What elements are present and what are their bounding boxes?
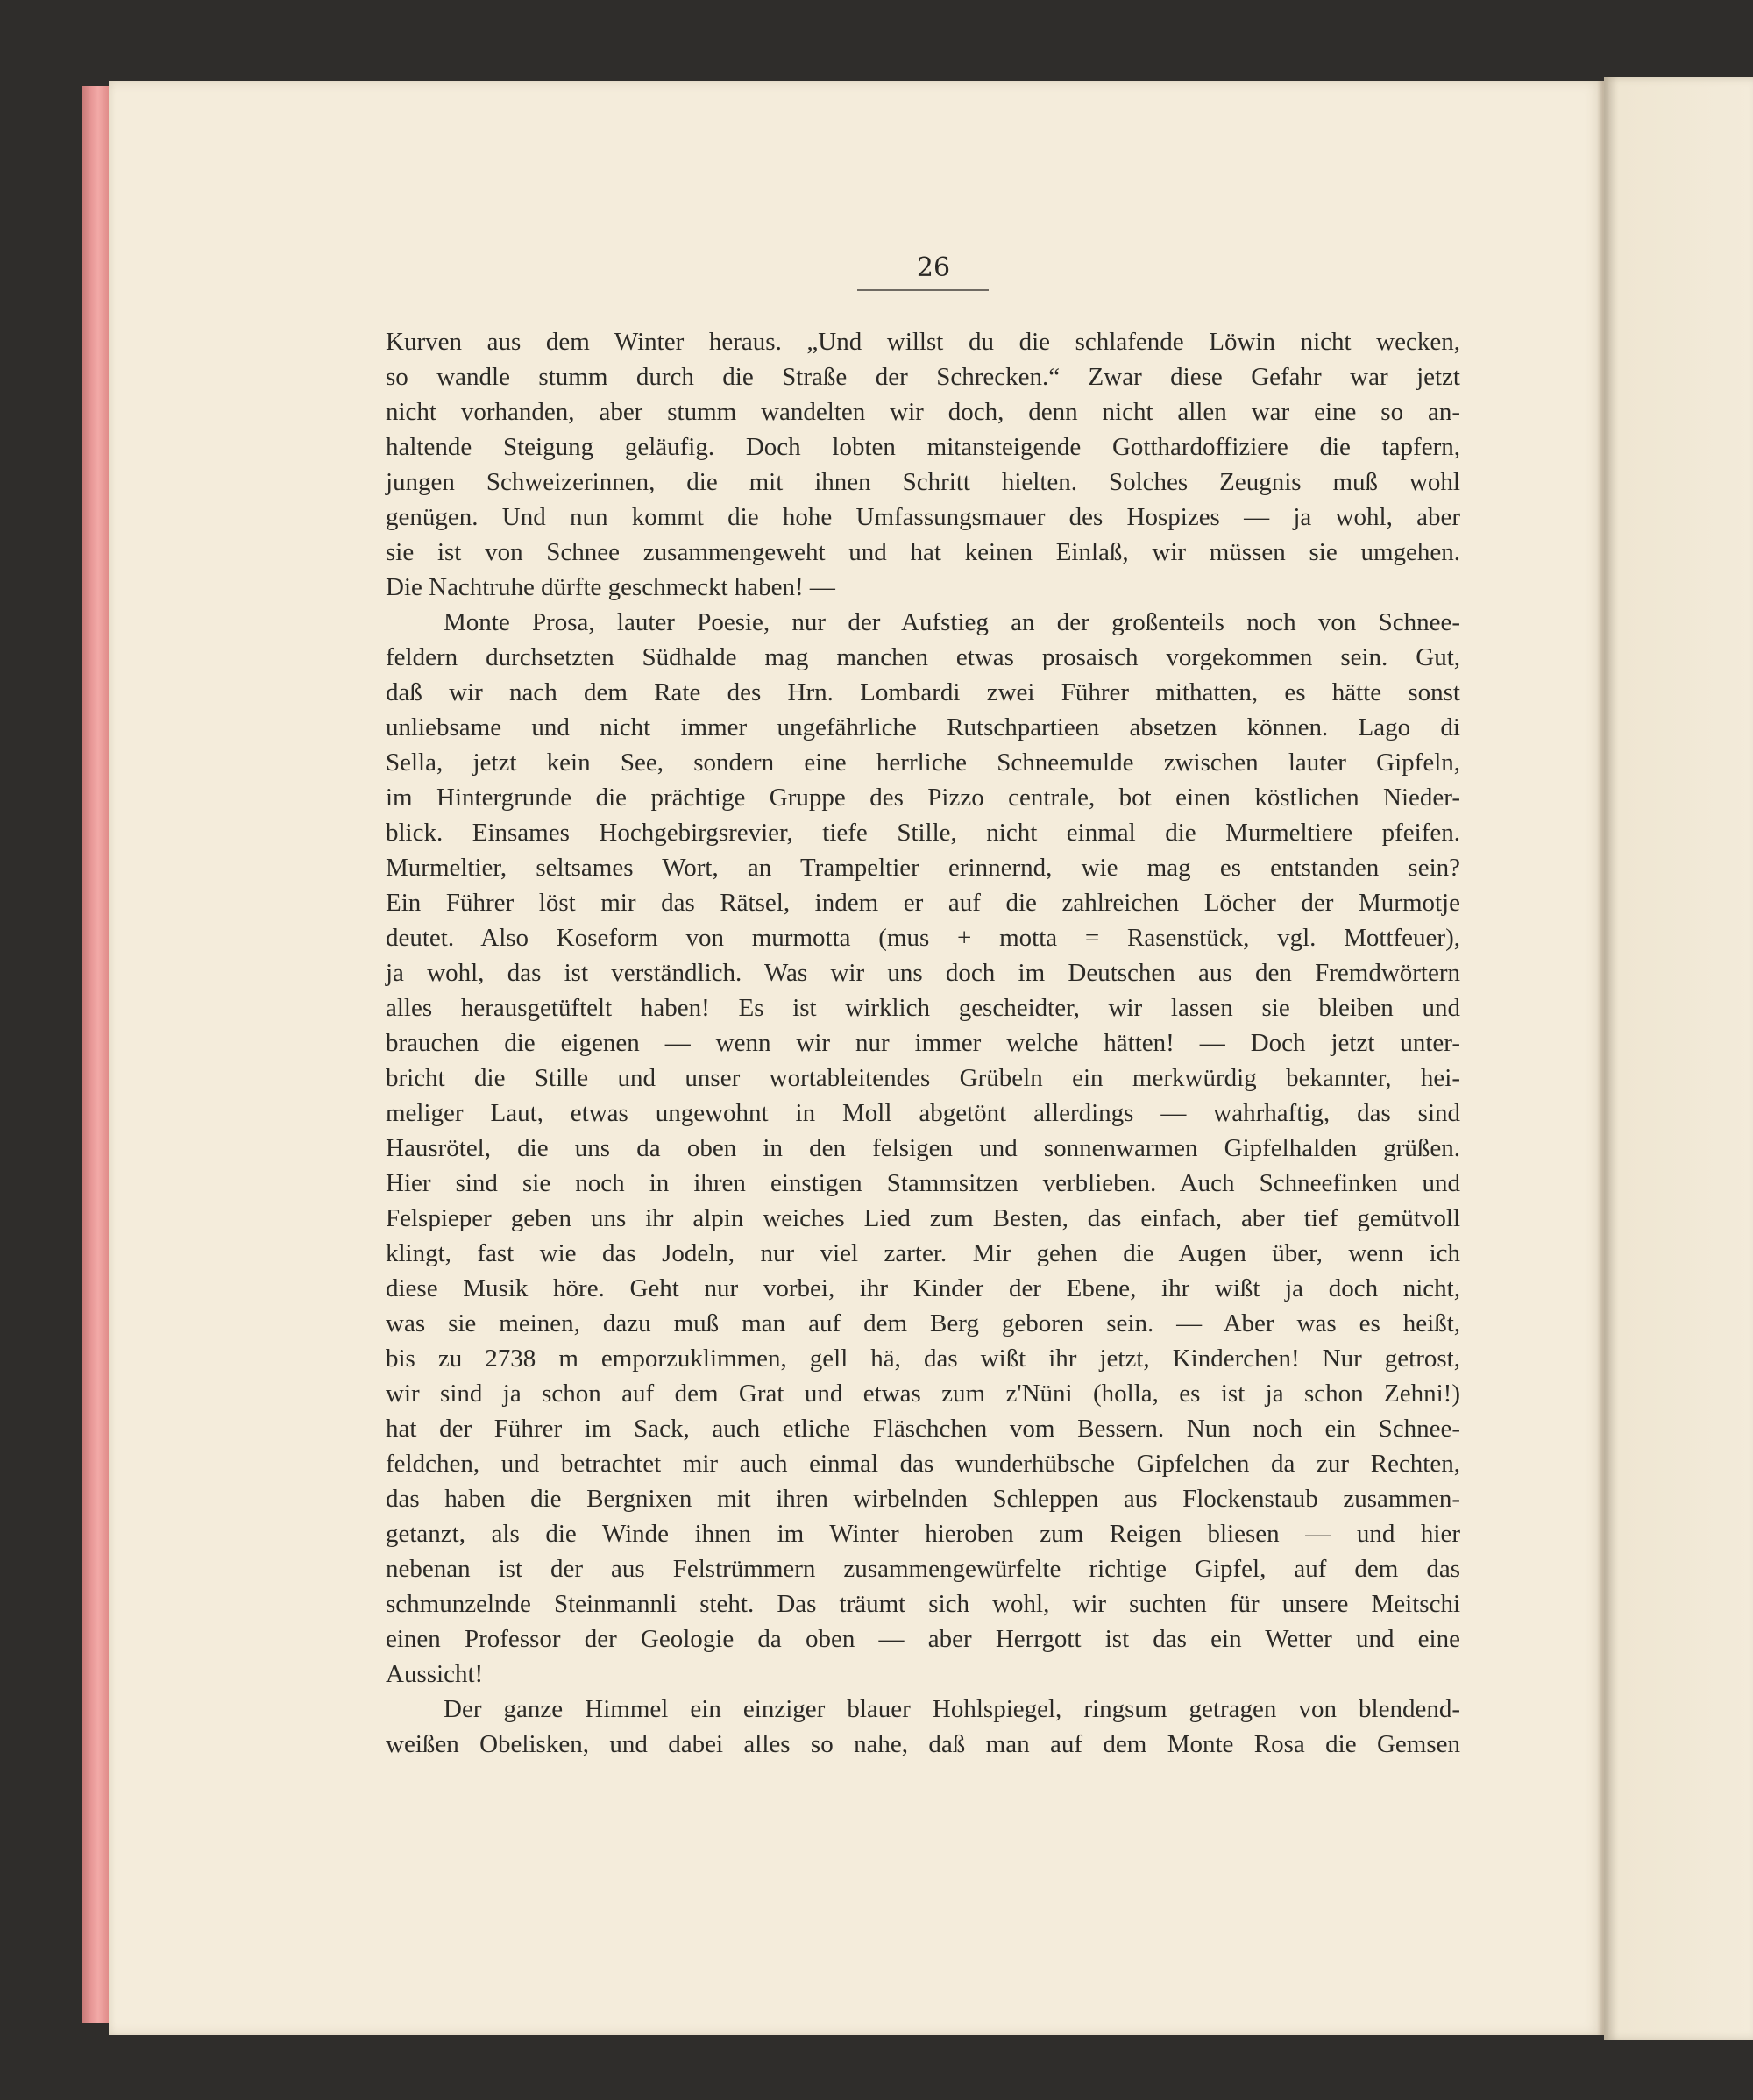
text-line: Kurven aus dem Winter heraus. „Und willst du die schlafende Löwin nicht wecken, — [386, 328, 1460, 356]
body-text — [386, 324, 1460, 1762]
text-line: nicht vorhanden, aber stumm wandelten wir doch, denn nicht allen war eine so an- — [386, 398, 1460, 426]
text-line: Murmeltier, seltsames Wort, an Trampeltier erinnernd, wie mag es entstanden sein? — [386, 854, 1460, 882]
text-line: sie ist von Schnee zusammengeweht und hat keinen Einlaß, wir müssen sie umgehen. — [386, 538, 1460, 566]
text-line: brauchen die eigenen — wenn wir nur immer welche hätten! — Doch jetzt unter- — [386, 1029, 1460, 1057]
text-line: Felspieper geben uns ihr alpin weiches Lied zum Besten, das einfach, aber tief gemütvoll — [386, 1204, 1460, 1232]
text-line: genügen. Und nun kommt die hohe Umfassungsmauer des Hospizes — ja wohl, aber — [386, 503, 1460, 531]
text-line: deutet. Also Koseform von murmotta (mus + motta = Rasenstück, vgl. Mottfeuer), — [386, 924, 1460, 952]
text-line: so wandle stumm durch die Straße der Schrecken.“ Zwar diese Gefahr war jetzt — [386, 363, 1460, 391]
text-line: daß wir nach dem Rate des Hrn. Lombardi zwei Führer mithatten, es hätte sonst — [386, 678, 1460, 706]
text-line: Die Nachtruhe dürfte geschmeckt haben! — — [386, 573, 835, 601]
page-edge-red — [82, 86, 109, 2023]
text-line: Sella, jetzt kein See, sondern eine herrliche Schneemulde zwischen lauter Gipfeln, — [386, 748, 1460, 777]
text-line: das haben die Bergnixen mit ihren wirbelnden Schleppen aus Flockenstaub zusammen- — [386, 1485, 1460, 1513]
text-line: schmunzelnde Steinmannli steht. Das träumt sich wohl, wir suchten für unsere Meitschi — [386, 1590, 1460, 1618]
text-line: hat der Führer im Sack, auch etliche Fläschchen vom Bessern. Nun noch ein Schnee- — [386, 1415, 1460, 1443]
text-line: einen Professor der Geologie da oben — aber Herrgott ist das ein Wetter und eine — [386, 1625, 1460, 1653]
text-line: nebenan ist der aus Felstrümmern zusammengewürfelte richtige Gipfel, auf dem das — [386, 1555, 1460, 1583]
text-line: blick. Einsames Hochgebirgsrevier, tiefe Stille, nicht einmal die Murmeltiere pfeifen. — [386, 819, 1460, 847]
text-line: getanzt, als die Winde ihnen im Winter hieroben zum Reigen bliesen — und hier — [386, 1520, 1460, 1548]
text-line: was sie meinen, dazu muß man auf dem Berg geboren sein. — Aber was es heißt, — [386, 1309, 1460, 1337]
text-line: weißen Obelisken, und dabei alles so nahe, daß man auf dem Monte Rosa die Gemsen — [386, 1730, 1460, 1758]
text-line: unliebsame und nicht immer ungefährliche Rutschpartieen absetzen können. Lago di — [386, 713, 1460, 741]
text-line: bricht die Stille und unser wortableitendes Grübeln ein merkwürdig bekannter, hei- — [386, 1064, 1460, 1092]
text-line: jungen Schweizerinnen, die mit ihnen Schritt hielten. Solches Zeugnis muß wohl — [386, 468, 1460, 496]
text-line: Der ganze Himmel ein einziger blauer Hohlspiegel, ringsum getragen von blendend- — [444, 1695, 1460, 1723]
text-line: Aussicht! — [386, 1660, 484, 1688]
text-line: feldern durchsetzten Südhalde mag manchen etwas prosaisch vorgekommen sein. Gut, — [386, 643, 1460, 671]
text-line: Hier sind sie noch in ihren einstigen Stammsitzen verblieben. Auch Schneefinken und — [386, 1169, 1460, 1197]
text-line: bis zu 2738 m emporzuklimmen, gell hä, das wißt ihr jetzt, Kinderchen! Nur getrost, — [386, 1344, 1460, 1373]
facing-page-edge — [1604, 77, 1753, 2040]
text-line: Monte Prosa, lauter Poesie, nur der Aufstieg an der großenteils noch von Schnee- — [444, 608, 1460, 636]
page-number: 26 — [916, 252, 951, 283]
text-line: meliger Laut, etwas ungewohnt in Moll abgetönt allerdings — wahrhaftig, das sind — [386, 1099, 1460, 1127]
page-number-rule — [857, 289, 989, 291]
text-line: ja wohl, das ist verständlich. Was wir uns doch im Deutschen aus den Fremdwörtern — [386, 959, 1460, 987]
text-line: alles herausgetüftelt haben! Es ist wirklich gescheidter, wir lassen sie bleiben und — [386, 994, 1460, 1022]
text-line: feldchen, und betrachtet mir auch einmal das wunderhübsche Gipfelchen da zur Rechten, — [386, 1450, 1460, 1478]
text-line: diese Musik höre. Geht nur vorbei, ihr Kinder der Ebene, ihr wißt ja doch nicht, — [386, 1274, 1460, 1302]
text-line: im Hintergrunde die prächtige Gruppe des Pizzo centrale, bot einen köstlichen Nieder- — [386, 784, 1460, 812]
text-line: klingt, fast wie das Jodeln, nur viel zarter. Mir gehen die Augen über, wenn ich — [386, 1239, 1460, 1267]
text-line: Ein Führer löst mir das Rätsel, indem er auf die zahlreichen Löcher der Murmotje — [386, 889, 1460, 917]
text-line: wir sind ja schon auf dem Grat und etwas zum z'Nüni (holla, es ist ja schon Zehni!) — [386, 1380, 1460, 1408]
text-line: haltende Steigung geläufig. Doch lobten mitansteigende Gotthardoffiziere die tapfern, — [386, 433, 1460, 461]
text-line: Hausrötel, die uns da oben in den felsigen und sonnenwarmen Gipfelhalden grüßen. — [386, 1134, 1460, 1162]
